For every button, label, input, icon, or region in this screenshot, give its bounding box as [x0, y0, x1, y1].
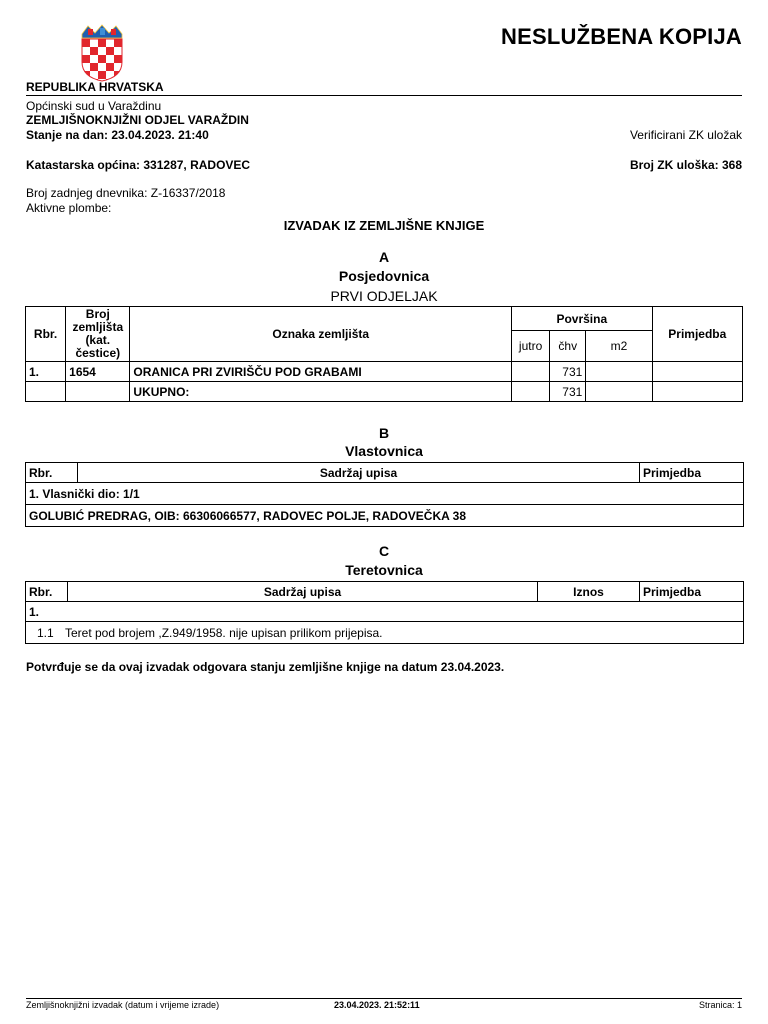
- last-diary-number: Broj zadnjeg dnevnika: Z-16337/2018: [26, 186, 226, 200]
- col-chv: čhv: [550, 331, 586, 362]
- col-note: Primjedba: [640, 463, 744, 483]
- encumbrance-sub-entry: [26, 622, 744, 644]
- cadastral-text: Katastarska općina: 331287, RADOVEC: [26, 158, 251, 172]
- col-note: Primjedba: [640, 582, 744, 602]
- row-jutro: [512, 362, 550, 382]
- col-rbr: Rbr.: [26, 582, 68, 602]
- footer-page: Stranica: 1: [698, 1000, 742, 1010]
- col-note: Primjedba: [652, 307, 742, 362]
- section-a-letter: A: [378, 249, 390, 265]
- sub-entry-text: Teret pod brojem ,Z.949/1958. nije upisan prilikom prijepisa.: [65, 625, 383, 640]
- section-a-name: Posjedovnica: [338, 268, 430, 284]
- department-name: ZEMLJIŠNOKNJIŽNI ODJEL VARAŽDIN: [26, 113, 249, 127]
- col-parcel: Broj zemljišta (kat. čestice): [66, 307, 130, 362]
- republic-label: REPUBLIKA HRVATSKA: [26, 80, 164, 94]
- footer-divider: [26, 998, 742, 999]
- ownership-share: 1. Vlasnički dio: 1/1: [26, 483, 744, 505]
- footer-datetime: 23.04.2023. 21:52:11: [334, 1000, 420, 1010]
- col-designation: Oznaka zemljišta: [130, 307, 512, 362]
- possession-table: [25, 306, 743, 402]
- verified-label: Verificirani ZK uložak: [629, 128, 742, 142]
- section-b-name: Vlastovnica: [345, 443, 423, 459]
- confirmation-text: Potvrđuje se da ovaj izvadak odgovara stanju zemljišne knjige na datum 23.04.2023.: [26, 660, 505, 674]
- col-content: Sadržaj upisa: [68, 582, 538, 602]
- owner-details: GOLUBIĆ PREDRAG, OIB: 66306066577, RADOVEC POLJE, RADOVEČKA 38: [26, 505, 744, 527]
- col-m2: m2: [586, 331, 652, 362]
- row-designation: ORANICA PRI ZVIRIŠČU POD GRABAMI: [130, 362, 512, 382]
- list-item: [26, 505, 744, 527]
- state-date: Stanje na dan: 23.04.2023. 21:40: [26, 128, 209, 142]
- cadastral-municipality: [26, 158, 250, 172]
- total-empty-note: [652, 382, 742, 402]
- row-note: [652, 362, 742, 382]
- list-item: [26, 602, 744, 622]
- section-c-name: Teretovnica: [345, 562, 423, 578]
- total-empty-jutro: [512, 382, 550, 402]
- col-area: Površina: [512, 307, 653, 331]
- row-rbr: 1.: [26, 362, 66, 382]
- court-name: Općinski sud u Varaždinu: [26, 99, 162, 113]
- row-chv: 731: [550, 362, 586, 382]
- extract-title: IZVADAK IZ ZEMLJIŠNE KNJIGE: [283, 218, 485, 233]
- header-divider: [26, 95, 742, 96]
- encumbrance-table: [25, 581, 744, 644]
- row-parcel: 1654: [66, 362, 130, 382]
- total-row: [26, 382, 743, 402]
- active-seals: Aktivne plombe:: [26, 201, 112, 215]
- total-empty-parcel: [66, 382, 130, 402]
- footer-left: Zemljišnoknjižni izvadak (datum i vrijeme izrade): [26, 1000, 220, 1010]
- total-chv: 731: [550, 382, 586, 402]
- list-item: [26, 483, 744, 505]
- col-rbr: Rbr.: [26, 463, 78, 483]
- total-empty-m2: [586, 382, 652, 402]
- ownership-table: [25, 462, 744, 527]
- col-content: Sadržaj upisa: [78, 463, 640, 483]
- section-b-letter: B: [378, 425, 390, 441]
- zk-number: Broj ZK uloška: 368: [629, 158, 742, 172]
- section-a-subtitle: PRVI ODJELJAK: [330, 288, 438, 304]
- col-rbr: Rbr.: [26, 307, 66, 362]
- list-item: [26, 622, 744, 644]
- document-title-unofficial: NESLUŽBENA KOPIJA: [501, 24, 742, 49]
- coat-of-arms-icon: [78, 22, 126, 82]
- total-label: UKUPNO:: [130, 382, 512, 402]
- encumbrance-entry: 1.: [26, 602, 744, 622]
- sub-entry-number: 1.1: [37, 625, 54, 640]
- total-empty-rbr: [26, 382, 66, 402]
- table-row: [26, 362, 743, 382]
- section-c-letter: C: [378, 543, 390, 559]
- row-m2: [586, 362, 652, 382]
- col-amount: Iznos: [538, 582, 640, 602]
- col-jutro: jutro: [512, 331, 550, 362]
